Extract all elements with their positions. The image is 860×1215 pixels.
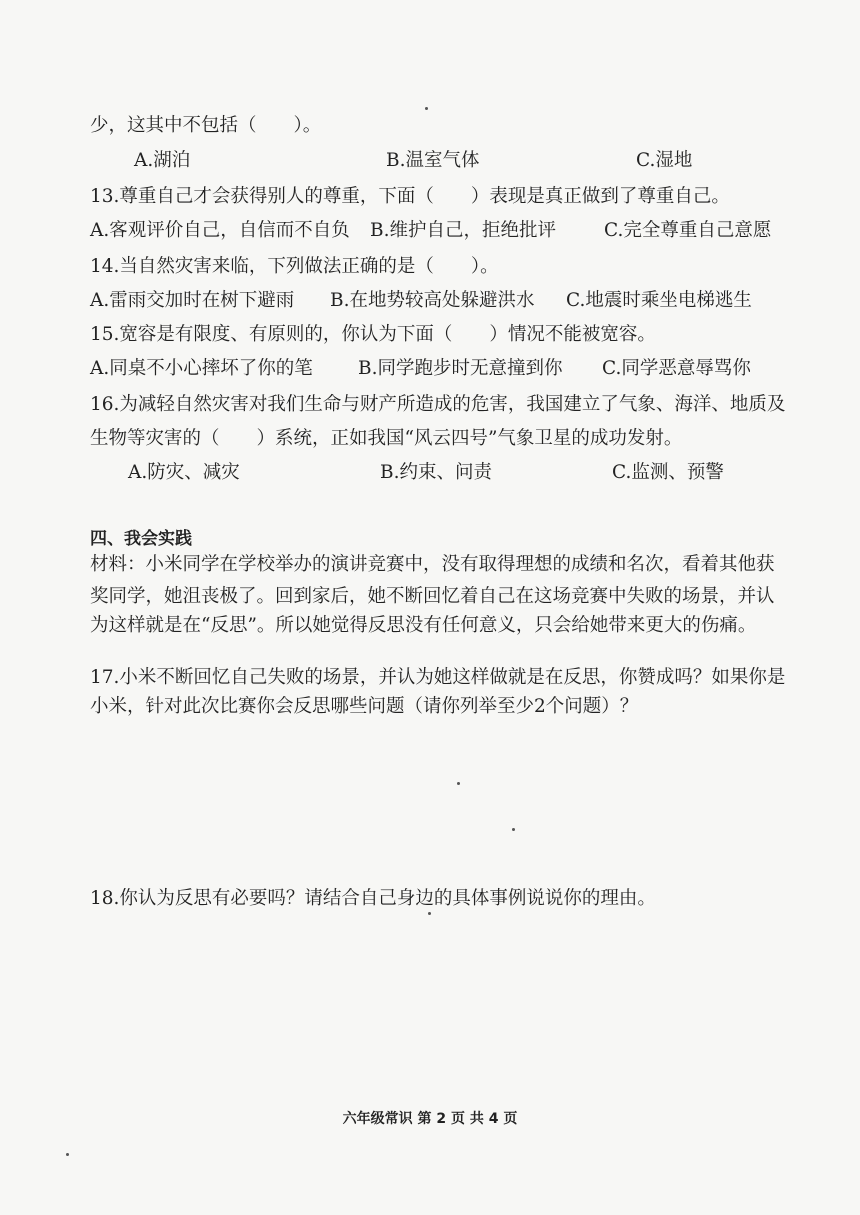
q16-option-b: B.约束、问责 (380, 462, 492, 483)
q12-stem-tail: 少，这其中不包括（ ）。 (90, 115, 322, 136)
q15-option-a: A.同桌不小心摔坏了你的笔 (90, 358, 313, 379)
q17-stem-line1: 17.小米不断回忆自己失败的场景，并认为她这样做就是在反思，你赞成吗？如果你是 (90, 667, 786, 688)
q12-options (90, 148, 790, 174)
q13-option-a: A.客观评价自己，自信而不自负 (90, 220, 350, 241)
q13-stem: 13.尊重自己才会获得别人的尊重，下面（ ）表现是真正做到了尊重自己。 (90, 186, 730, 207)
scan-speck (428, 912, 431, 915)
scan-speck (66, 1153, 69, 1156)
q12-option-a: A.湖泊 (134, 150, 191, 171)
q15-option-b: B.同学跑步时无意撞到你 (358, 358, 563, 379)
q12-option-b: B.温室气体 (386, 150, 480, 171)
q16-option-c: C.监测、预警 (612, 462, 724, 483)
q12-option-c: C.湿地 (636, 150, 693, 171)
material-line-3: 为这样就是在“反思”。所以她觉得反思没有任何意义，只会给她带来更大的伤痛。 (90, 615, 757, 636)
q15-options (90, 356, 790, 382)
section-heading: 四、我会实践 (90, 529, 192, 549)
q16-stem-line1: 16.为减轻自然灾害对我们生命与财产所造成的危害，我国建立了气象、海洋、地质及 (90, 394, 786, 415)
q14-option-b: B.在地势较高处躲避洪水 (330, 290, 535, 311)
q13-option-b: B.维护自己，拒绝批评 (370, 220, 556, 241)
q14-option-a: A.雷雨交加时在树下避雨 (90, 290, 295, 311)
q13-option-c: C.完全尊重自己意愿 (604, 220, 772, 241)
material-line-2: 奖同学，她沮丧极了。回到家后，她不断回忆着自己在这场竞赛中失败的场景，并认 (90, 586, 775, 607)
q14-option-c: C.地震时乘坐电梯逃生 (566, 290, 752, 311)
q16-options (90, 460, 790, 486)
material-line-1: 材料：小米同学在学校举办的演讲竞赛中，没有取得理想的成绩和名次，看着其他获 (90, 554, 775, 575)
q16-option-a: A.防灾、减灾 (128, 462, 240, 483)
q16-stem-line2: 生物等灾害的（ ）系统，正如我国“风云四号”气象卫星的成功发射。 (90, 428, 683, 449)
q18-stem: 18.你认为反思有必要吗？请结合自己身边的具体事例说说你的理由。 (90, 888, 656, 909)
scan-speck (457, 782, 460, 785)
page-footer: 六年级常识 第 2 页 共 4 页 (342, 1111, 518, 1127)
q14-options (90, 288, 790, 314)
q17-stem-line2: 小米，针对此次比赛你会反思哪些问题（请你列举至少2个问题）？ (90, 696, 639, 717)
scan-speck (512, 828, 515, 831)
q14-stem: 14.当自然灾害来临，下列做法正确的是（ ）。 (90, 256, 499, 277)
q15-option-c: C.同学恶意辱骂你 (602, 358, 751, 379)
q15-stem: 15.宽容是有限度、有原则的，你认为下面（ ）情况不能被宽容。 (90, 324, 656, 345)
q13-options (90, 218, 790, 244)
scan-speck (425, 107, 428, 110)
